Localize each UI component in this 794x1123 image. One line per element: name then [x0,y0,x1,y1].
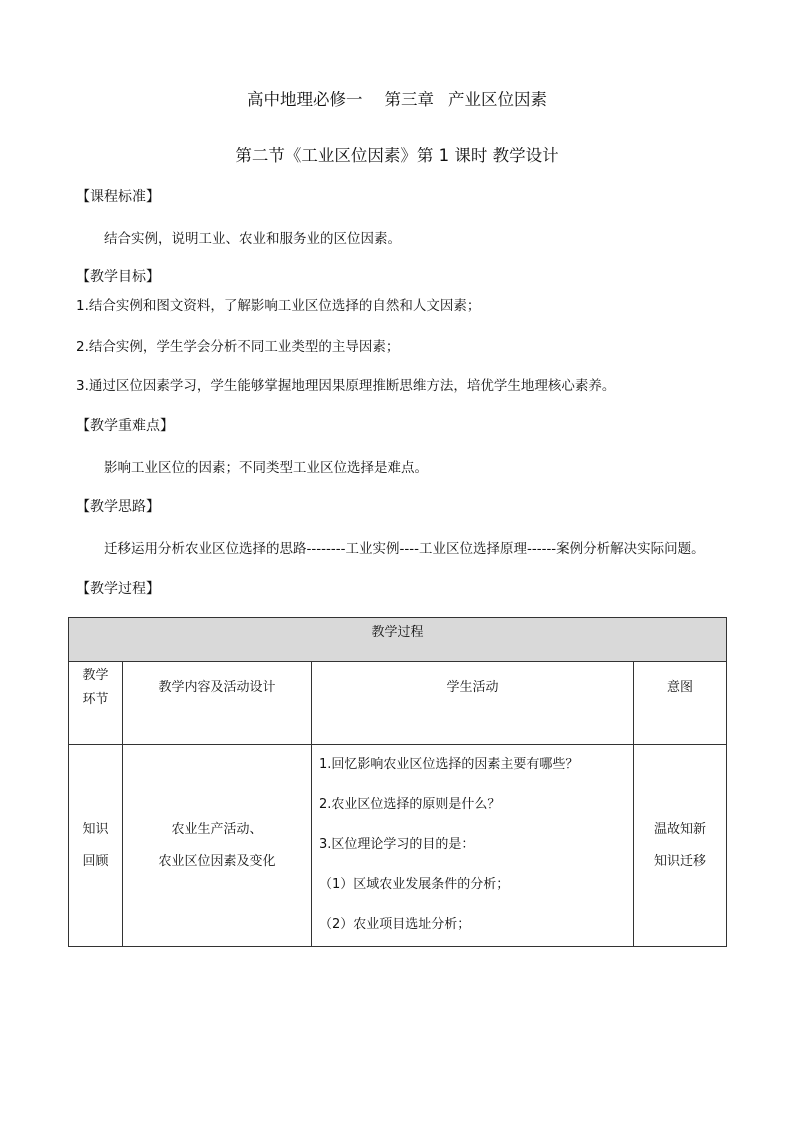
doc-title-line2: 第二节《工业区位因素》第 1 课时 教学设计 [235,146,559,165]
doc-title-line1 [0,86,794,110]
table-caption: 教学过程 [69,618,727,662]
content-line1: 农业生产活动、 [171,821,263,837]
intent-line1: 温故知新 [654,821,707,837]
key-heading: 【教学重难点】 [76,418,174,434]
title-chapter-name: 产业区位因素 [448,90,547,109]
header-content: 教学内容及活动设计 [123,662,312,745]
idea-heading: 【教学思路】 [76,499,160,515]
cell-activities [312,745,634,947]
cell-stage [69,745,123,947]
title-book: 高中地理必修一 [247,90,363,109]
header-stage [69,662,123,745]
standard-text: 结合实例，说明工业、农业和服务业的区位因素。 [104,231,401,247]
header-activity: 学生活动 [312,662,634,745]
activity-item-1: 1.回忆影响农业区位选择的因素主要有哪些？ [319,757,579,772]
cell-intent [634,745,727,947]
content-line2: 农业区位因素及变化 [158,853,276,869]
table-row [69,745,727,947]
goal-item-3: 3.通过区位因素学习，学生能够掌握地理因果原理推断思维方法，培优学生地理核心素养。 [76,378,616,394]
process-heading: 【教学过程】 [76,581,160,597]
intent-line2: 知识迁移 [654,853,707,869]
stage-line2: 回顾 [82,853,109,869]
cell-content [123,745,312,947]
activity-item-5: （2）农业项目选址分析； [319,917,471,932]
activity-item-4: （1）区域农业发展条件的分析； [319,877,510,892]
header-intent: 意图 [634,662,727,745]
title-chapter: 第三章 [384,90,434,109]
goal-item-2: 2.结合实例，学生学会分析不同工业类型的主导因素； [76,339,400,355]
activity-item-2: 2.农业区位选择的原则是什么？ [319,797,501,812]
idea-text: 迁移运用分析农业区位选择的思路--------工业实例----工业区位选择原理------案例分析解决实际问题。 [104,541,705,557]
header-stage-line2: 环节 [82,692,109,707]
header-stage-line1: 教学 [82,668,109,683]
standard-heading: 【课程标准】 [76,189,160,205]
goal-item-1: 1.结合实例和图文资料，了解影响工业区位选择的自然和人文因素； [76,298,481,314]
activity-item-3: 3.区位理论学习的目的是： [319,837,475,852]
stage-line1: 知识 [82,821,109,837]
teaching-process-table [68,617,727,947]
goals-heading: 【教学目标】 [76,269,160,285]
key-text: 影响工业区位的因素；不同类型工业区位选择是难点。 [104,460,428,476]
